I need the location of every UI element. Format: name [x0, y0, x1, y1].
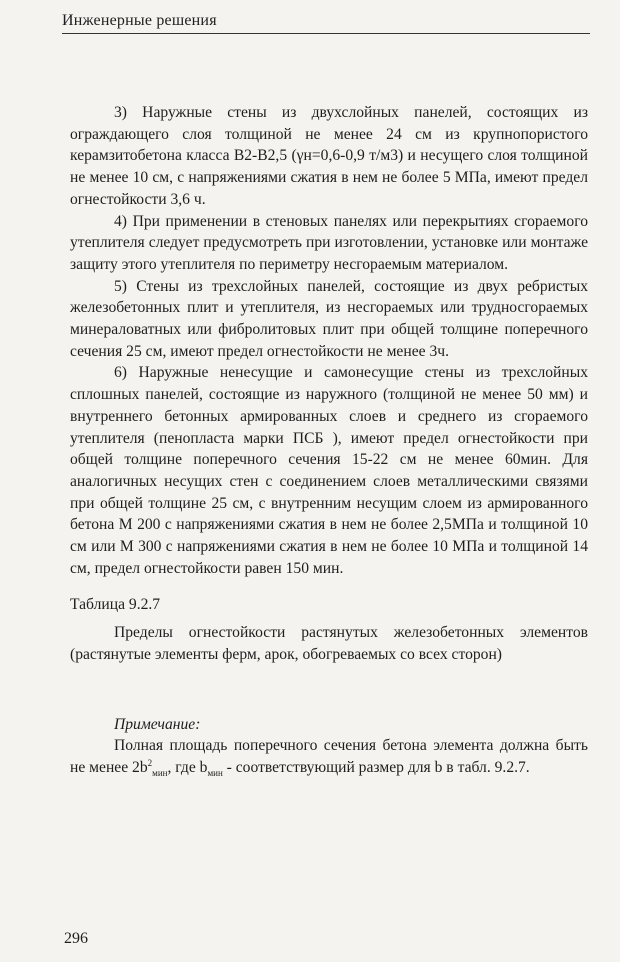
- paragraph-4-text: 4) При применении в стеновых панелях или перекрытиях сгораемого утеплителя следует предусмотреть при изготовлении, установке или монтаже защиту этого утеплителя по периметру несгораемым материалом.: [70, 212, 588, 273]
- note-text-middle: , где b: [167, 758, 208, 776]
- paragraph-6: [70, 362, 588, 579]
- page-body: [70, 102, 588, 779]
- note-block: [70, 714, 588, 779]
- paragraph-5-text: 5) Стены из трехслойных панелей, состоящие из двух ребристых железобетонных плит и утеплителя, из несгораемых или трудносгораемых минераловатных или фибролитовых плит при общей толщине поперечного сечения 25 см, имеют предел огнестойкости не менее 3ч.: [70, 277, 588, 360]
- paragraph-5: [70, 276, 588, 363]
- paragraph-3-text: 3) Наружные стены из двухслойных панелей, состоящих из ограждающего слоя толщиной не менее 24 см из крупнопористого керамзитобетона класса В2-В2,5 (γн=0,6-0,9 т/м3) и несущего слоя толщиной не менее 10 см, с напряжениями сжатия в нем не более 5 МПа, имеют предел огнестойкости 3,6 ч.: [70, 104, 588, 208]
- table-caption: Таблица 9.2.7: [70, 596, 161, 614]
- header-title: Инженерные решения: [62, 12, 217, 29]
- running-header: [62, 12, 590, 34]
- paragraph-6-text: 6) Наружные ненесущие и самонесущие стены из трехслойных сплошных панелей, состоящие из наружного (толщиной не менее 50 мм) и внутреннего бетонных армированных слоев и среднего из сгораемого утеплителя (пенопласта марки ПСБ ), имеют предел огнестойкости при общей толщине поперечного сечения 15-22 см не менее 60мин. Для аналогичных несущих стен с соединением слоев металлическими связями при общей толщине 25 см, с внутренним несущим слоем из армированного бетона М 200 с напряжениями сжатия в нем не более 2,5МПа и толщиной 10 см или М 300 с напряжениями сжатия в нем не более 10 МПа и толщиной 14 см, предел огнестойкости равен 150 мин.: [70, 364, 588, 577]
- paragraph-4: [70, 211, 588, 276]
- table-description: Пределы огнестойкости растянутых железобетонных элементов (растянутые элементы ферм, арок, обогреваемых со всех сторон): [70, 624, 588, 663]
- note-sub-2: мин: [207, 768, 223, 779]
- note-sub-1: мин: [152, 768, 168, 779]
- note-text: [70, 735, 588, 778]
- page-number: 296: [64, 930, 88, 947]
- paragraph-3: [70, 102, 588, 211]
- note-text-after: - соответствующий размер для b в табл. 9.2.7.: [222, 758, 530, 776]
- note-text-before: Полная площадь поперечного сечения бетона элемента должна быть не менее 2b: [70, 737, 588, 776]
- note-sup: 2: [147, 757, 153, 768]
- note-label: Примечание:: [114, 715, 201, 733]
